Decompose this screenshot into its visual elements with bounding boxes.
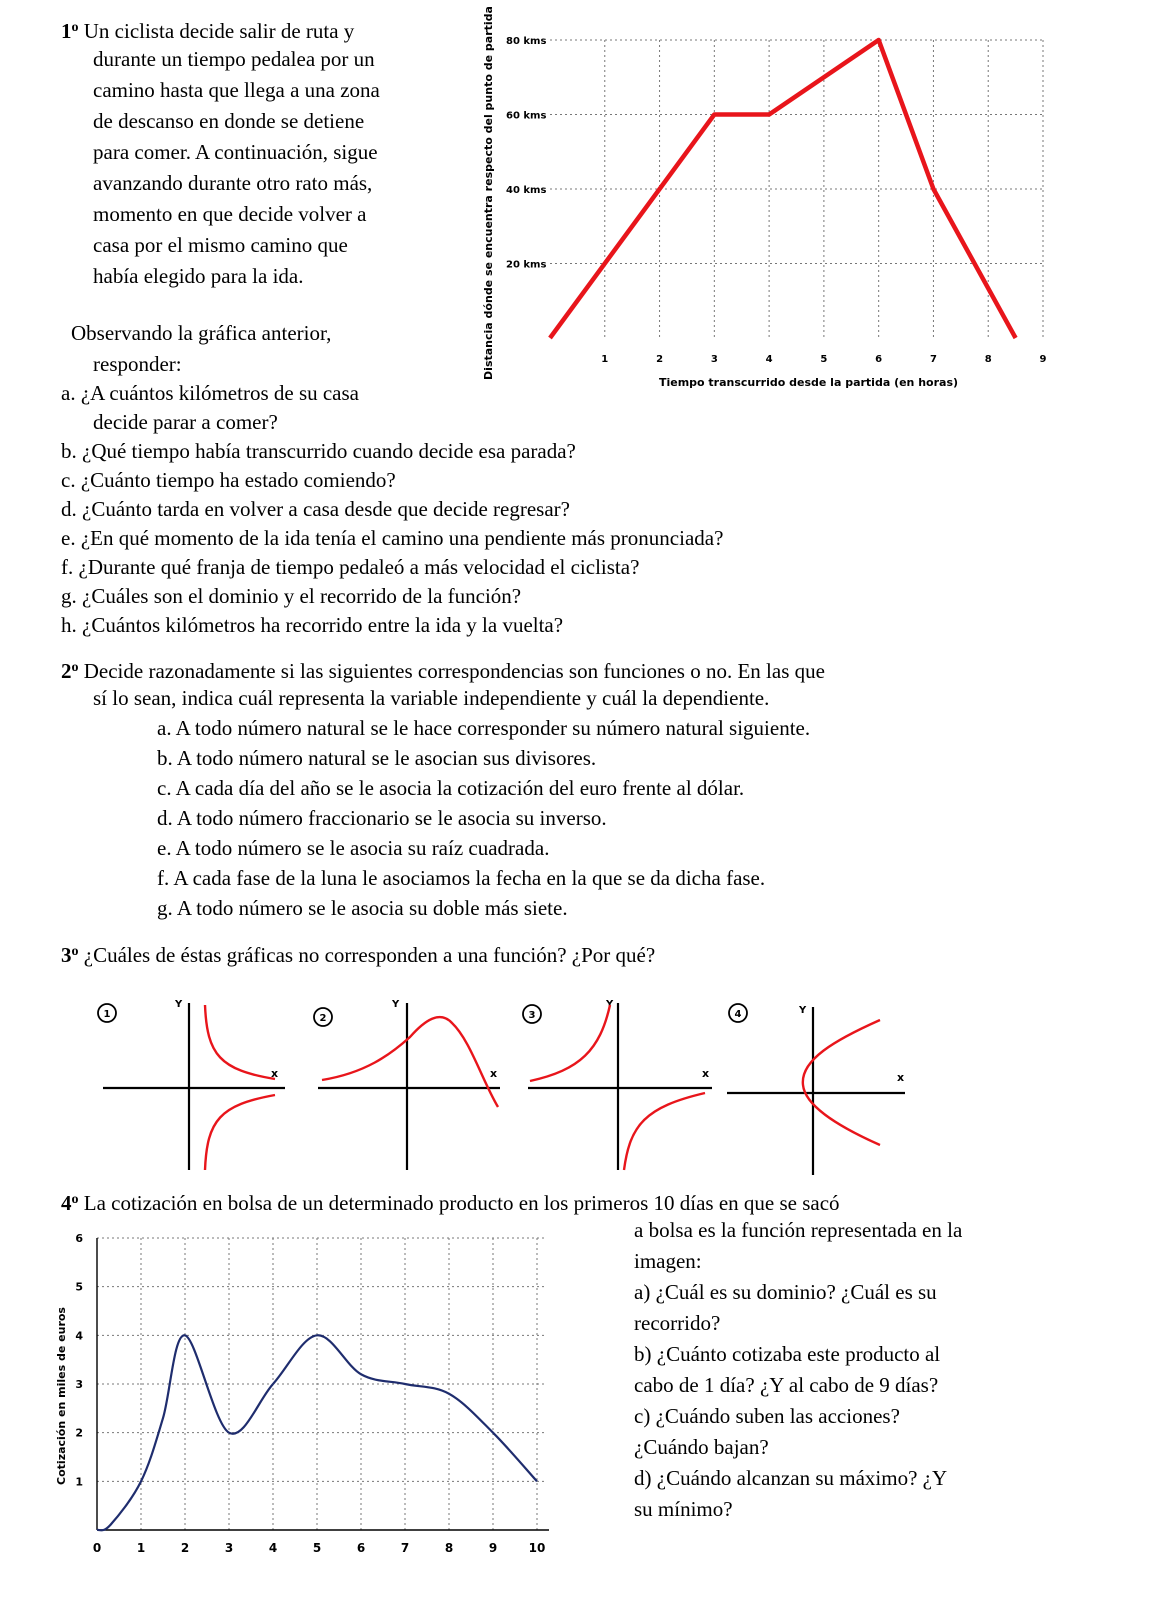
y-tick-label: 60 kms — [506, 110, 547, 122]
x-tick-label: 9 — [488, 1541, 498, 1555]
ex2-intro: sí lo sean, indica cuál representa la variable independiente y cuál la dependiente. — [93, 686, 770, 710]
y-tick-label: 6 — [75, 1232, 83, 1245]
x-axis-title: Tiempo transcurrido desde la partida (en horas) — [658, 376, 959, 389]
curve-sideways-parabola — [803, 1020, 880, 1145]
ex1-question-a: a. ¿A cuántos kilómetros de su casa — [61, 381, 359, 405]
x-tick-label: 1 — [601, 354, 609, 365]
ex4-question-a-cont: recorrido? — [634, 1311, 721, 1335]
x-tick-label: 3 — [224, 1541, 234, 1555]
ex1-question-b: b. ¿Qué tiempo había transcurrido cuando decide esa parada? — [61, 439, 576, 463]
cyclist-distance-chart — [470, 6, 1070, 400]
ex2-item-d: d. A todo número fraccionario se le asocia su inverso. — [157, 806, 607, 830]
y-tick-label: 80 kms — [506, 36, 547, 47]
curve-right — [624, 1093, 705, 1170]
y-tick-label: 20 kms — [506, 259, 547, 271]
curve-lower — [205, 1095, 275, 1170]
ex3-text: ¿Cuáles de éstas gráficas no corresponden a una función? ¿Por qué? — [83, 943, 656, 967]
ex2-heading: 2$^o$ Decide razonadamente si las siguientes correspondencias son funciones o no. En las que — [61, 659, 825, 683]
ex1-prompt: responder: — [93, 352, 182, 376]
ex1-line: había elegido para la ida. — [93, 264, 304, 288]
ex4-question-c: c) ¿Cuándo suben las acciones? — [634, 1404, 900, 1428]
ex4-question-d: d) ¿Cuándo alcanzan su máximo? ¿Y — [634, 1466, 948, 1490]
y-tick-label: 4 — [75, 1329, 83, 1343]
ex2-intro: Decide razonadamente si las siguientes correspondencias son funciones o no. En las que — [83, 659, 825, 683]
ex3-graph-3 — [520, 995, 720, 1180]
x-tick-label: 7 — [400, 1541, 410, 1555]
x-tick-label: 6 — [356, 1541, 366, 1555]
ex2-item-f: f. A cada fase de la luna le asociamos la fecha en la que se da dicha fase. — [157, 866, 766, 890]
ex4-heading: 4$^o$ La cotización en bolsa de un determinado producto en los primeros 10 días en que se sacó — [61, 1191, 840, 1215]
ex1-line: casa por el mismo camino que — [93, 233, 348, 257]
ex1-line: momento en que decide volver a — [93, 202, 367, 226]
y-axis-title: Distancia dónde se encuentra respecto del punto de partida — [482, 6, 495, 380]
ex2-item-b: b. A todo número natural se le asocian sus divisores. — [157, 746, 597, 770]
y-axis-label: Y — [799, 1005, 807, 1016]
ex1-question-e: e. ¿En qué momento de la ida tenía el camino una pendiente más pronunciada? — [61, 526, 724, 550]
ex2-item-a: a. A todo número natural se le hace corresponder su número natural siguiente. — [157, 716, 811, 740]
x-axis-label: x — [271, 1067, 279, 1080]
ex1-question-c: c. ¿Cuánto tiempo ha estado comiendo? — [61, 468, 396, 492]
x-tick-label: 9 — [1039, 354, 1047, 365]
ex4-question-b-cont: cabo de 1 día? ¿Y al cabo de 9 días? — [634, 1373, 939, 1397]
ex3-number: 3 — [61, 943, 72, 967]
y-axis-label: Y — [606, 999, 614, 1010]
graph-number: 1 — [103, 1009, 111, 1020]
ex1-prompt: Observando la gráfica anterior, — [71, 321, 332, 345]
y-tick-label: 40 kms — [506, 185, 547, 196]
ex1-question-d: d. ¿Cuánto tarda en volver a casa desde que decide regresar? — [61, 497, 570, 521]
curve — [322, 1017, 498, 1107]
ex1-question-f: f. ¿Durante qué franja de tiempo pedaleó a más velocidad el ciclista? — [61, 555, 640, 579]
x-tick-label: 0 — [92, 1541, 102, 1555]
ex1-line: avanzando durante otro rato más, — [93, 171, 373, 195]
graph-number: 2 — [319, 1013, 327, 1024]
ex3-graph-1 — [95, 995, 295, 1180]
ex1-line: camino hasta que llega a una zona — [93, 78, 380, 102]
ex4-question-b: b) ¿Cuánto cotizaba este producto al — [634, 1342, 941, 1366]
ex1-question-a-cont: decide parar a comer? — [93, 410, 278, 434]
x-axis-label: x — [702, 1067, 710, 1080]
ex1-line: durante un tiempo pedalea por un — [93, 47, 375, 71]
x-tick-label: 7 — [929, 354, 937, 365]
stock-price-chart — [45, 1228, 605, 1598]
y-tick-label: 5 — [75, 1280, 83, 1294]
y-axis-label: Y — [175, 999, 183, 1010]
ex2-item-g: g. A todo número se le asocia su doble más siete. — [157, 896, 568, 920]
ex1-number: 1 — [61, 19, 72, 43]
ex4-question-c-cont: ¿Cuándo bajan? — [634, 1435, 769, 1459]
x-tick-label: 1 — [136, 1541, 146, 1555]
ex3-graph-2 — [310, 995, 510, 1180]
y-axis-title: Cotización en miles de euros — [55, 1307, 68, 1485]
x-tick-label: 5 — [820, 354, 828, 365]
x-axis-label: x — [897, 1071, 905, 1084]
ex1-heading: 1$^o$ Un ciclista decide salir de ruta y — [61, 19, 355, 43]
y-axis-label: Y — [392, 999, 400, 1010]
ex4-line: a bolsa es la función representada en la — [634, 1218, 963, 1242]
x-tick-label: 2 — [656, 354, 664, 365]
ex1-line: para comer. A continuación, sigue — [93, 140, 378, 164]
curve-left — [530, 1005, 610, 1081]
ex1-line: Un ciclista decide salir de ruta y — [83, 19, 355, 43]
ex1-question-g: g. ¿Cuáles son el dominio y el recorrido de la función? — [61, 584, 522, 608]
x-tick-label: 4 — [268, 1541, 278, 1555]
ex4-line: imagen: — [634, 1249, 702, 1273]
x-tick-label: 5 — [312, 1541, 322, 1555]
graph-number: 4 — [734, 1009, 742, 1020]
curve-upper — [205, 1005, 275, 1079]
ex2-item-e: e. A todo número se le asocia su raíz cuadrada. — [157, 836, 550, 860]
x-tick-label: 3 — [710, 354, 718, 365]
ex2-number: 2 — [61, 659, 72, 683]
ex4-question-a: a) ¿Cuál es su dominio? ¿Cuál es su — [634, 1280, 937, 1304]
x-tick-label: 8 — [984, 354, 992, 365]
ex1-line: de descanso en donde se detiene — [93, 109, 365, 133]
y-tick-label: 3 — [75, 1378, 83, 1391]
x-tick-label: 8 — [444, 1541, 454, 1555]
ex3-graph-4 — [715, 995, 915, 1180]
ex3-heading: 3$^o$ ¿Cuáles de éstas gráficas no corresponden a una función? ¿Por qué? — [61, 943, 656, 967]
y-tick-label: 1 — [75, 1475, 83, 1489]
x-tick-label: 2 — [180, 1541, 190, 1555]
ex4-first-line: La cotización en bolsa de un determinado producto en los primeros 10 días en que se sacó — [83, 1191, 840, 1215]
x-axis-label: x — [490, 1067, 498, 1080]
ex2-item-c: c. A cada día del año se le asocia la cotización del euro frente al dólar. — [157, 776, 745, 800]
ex4-number: 4 — [61, 1191, 72, 1215]
ex1-question-h: h. ¿Cuántos kilómetros ha recorrido entre la ida y la vuelta? — [61, 613, 564, 637]
ex4-question-d-cont: su mínimo? — [634, 1497, 733, 1521]
x-tick-label: 6 — [875, 354, 883, 365]
y-tick-label: 2 — [75, 1426, 83, 1440]
x-tick-label: 10 — [528, 1541, 546, 1555]
x-tick-label: 4 — [765, 354, 773, 365]
graph-number: 3 — [528, 1010, 536, 1021]
